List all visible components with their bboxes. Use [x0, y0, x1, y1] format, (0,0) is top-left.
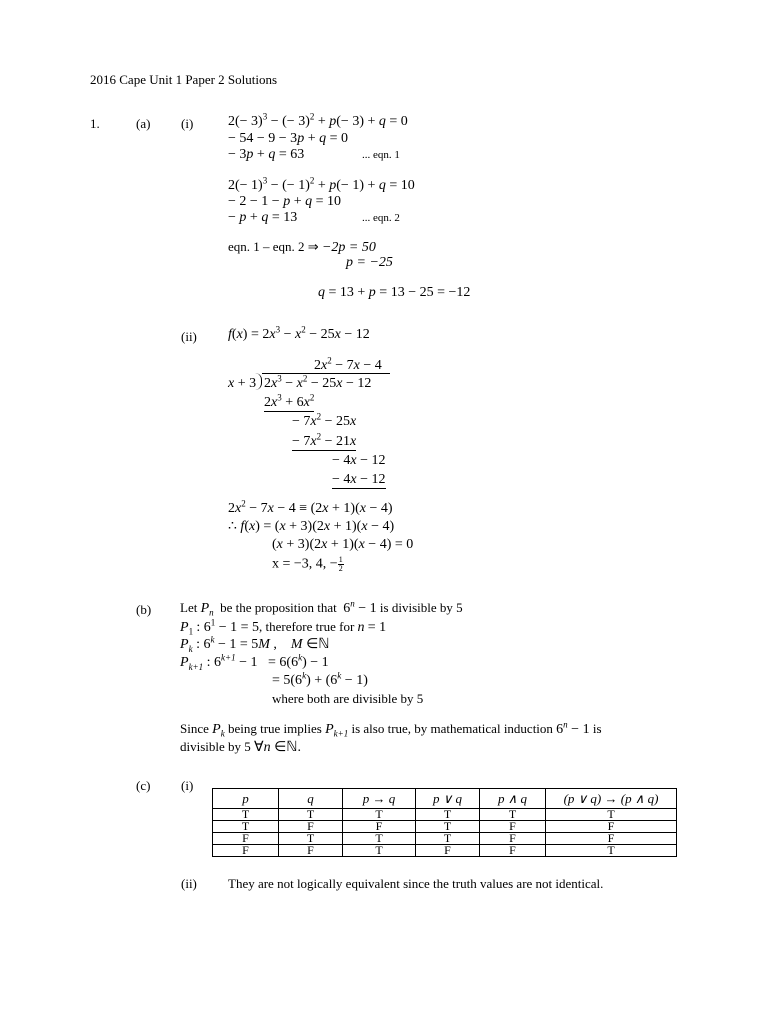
- table-cell: F: [213, 833, 279, 845]
- elimination-line: eqn. 1 – eqn. 2 ⇒ −2p = 50: [228, 239, 376, 255]
- table-cell: F: [279, 845, 343, 857]
- page-title: 2016 Cape Unit 1 Paper 2 Solutions: [90, 72, 278, 87]
- table-cell: T: [546, 845, 677, 857]
- division-step: − $7x^2 - 21x$: [292, 431, 357, 449]
- table-cell: F: [546, 833, 677, 845]
- table-cell: F: [546, 821, 677, 833]
- division-step: − 4x − 12: [332, 472, 386, 487]
- part-c-label: (c): [136, 778, 151, 793]
- division-dividend: $2x^3 - x^2 - 25x - 12$: [264, 373, 372, 391]
- truth-table: [212, 788, 677, 857]
- base-case: $P_1$ : $6^1 - 1 = 5$, therefore true for n = 1: [180, 617, 387, 637]
- part-a-i-label: (i): [181, 116, 194, 131]
- part-b-label: (b): [136, 602, 152, 617]
- table-cell: F: [213, 845, 279, 857]
- part-c-ii-label: (ii): [181, 876, 197, 891]
- division-quotient: $2x^2 - 7x - 4$: [314, 355, 382, 373]
- table-cell: T: [343, 845, 416, 857]
- table-cell: T: [279, 809, 343, 821]
- eqn2-tag: ... eqn. 2: [362, 212, 400, 224]
- header-cell: p → q: [343, 789, 416, 809]
- factorisation-line: ∴ f(x) = (x + 3)(2x + 1)(x − 4): [228, 519, 395, 534]
- roots-line: x = −3, 4, − $\frac{1}{2}$: [272, 555, 343, 573]
- table-cell: T: [416, 809, 480, 821]
- header-cell: p: [213, 789, 279, 809]
- inductive-hypothesis: $P_k$ : $6^k - 1 = 5M$ , M ∈ℕ: [180, 634, 330, 654]
- equation-line: − 54 − 9 − 3p + q = 0: [228, 131, 348, 146]
- equation-line: − 3p + q = 63: [228, 147, 305, 162]
- table-cell: F: [480, 833, 546, 845]
- table-cell: T: [213, 809, 279, 821]
- table-cell: F: [343, 821, 416, 833]
- factorisation-line: $2x^2 - 7x - 4 \equiv (2x + 1)(x - 4)$: [228, 498, 393, 516]
- inductive-step: = $5(6^k) + (6^k - 1)$: [272, 670, 368, 688]
- eqn1-tag: ... eqn. 1: [362, 149, 400, 161]
- table-cell: F: [279, 821, 343, 833]
- table-row: [213, 845, 677, 857]
- q-value: q = 13 + p = 13 − 25 = −12: [318, 285, 471, 300]
- equation-line: $2(- 1)^3$ − (− 1)$^2$ + p(− 1) + q = 10: [228, 175, 415, 193]
- equation-line: $2(- 3)^3$ − (− 3)$^2$ + p(− 3) + q = 0: [228, 111, 408, 129]
- header-cell: q: [279, 789, 343, 809]
- table-cell: F: [416, 845, 480, 857]
- table-cell: T: [480, 809, 546, 821]
- table-cell: T: [416, 821, 480, 833]
- table-cell: T: [213, 821, 279, 833]
- equation-line: − p + q = 13: [228, 210, 298, 225]
- factorisation-line: (x + 3)(2x + 1)(x − 4) = 0: [272, 537, 414, 552]
- p-value: p = −25: [346, 255, 393, 270]
- induction-conclusion: Since $P_k$ being true implies $P_{k+1}$ is also true, by mathematical induction $6^n - 1$ is: [180, 719, 602, 739]
- table-cell: T: [279, 833, 343, 845]
- function-definition: $f(x) = 2x^3 - x^2 - 25x - 12$: [228, 324, 370, 342]
- division-step: $2x^3 + 6x^2$: [264, 392, 315, 410]
- divisibility-note: where both are divisible by 5: [272, 691, 424, 706]
- table-cell: F: [480, 845, 546, 857]
- table-cell: T: [546, 809, 677, 821]
- inductive-step: $P_{k+1}$ : $6^{k+1} - 1 = 6(6^k) - 1$: [180, 652, 329, 672]
- induction-conclusion-cont: divisible by 5 ∀n ∈ℕ.: [180, 739, 302, 755]
- header-cell: p ∧ q: [480, 789, 546, 809]
- header-cell: (p ∨ q) → (p ∧ q): [546, 789, 677, 809]
- table-cell: T: [343, 809, 416, 821]
- equation-line: − 2 − 1 − p + q = 10: [228, 194, 341, 209]
- question-number: 1.: [90, 116, 100, 131]
- division-step: − $7x^2 - 25x$: [292, 411, 357, 429]
- equivalence-answer: They are not logically equivalent since the truth values are not identical.: [228, 876, 604, 891]
- division-step: − 4x − 12: [332, 453, 386, 468]
- table-cell: F: [480, 821, 546, 833]
- header-cell: p ∨ q: [416, 789, 480, 809]
- part-a-ii-label: (ii): [181, 329, 197, 344]
- division-divisor: x + 3: [228, 376, 257, 391]
- part-a-label: (a): [136, 116, 151, 131]
- table-cell: T: [343, 833, 416, 845]
- part-c-i-label: (i): [181, 778, 194, 793]
- truth-table-header: [213, 789, 677, 809]
- table-cell: T: [416, 833, 480, 845]
- induction-statement: Let $P_n$ be the proposition that $6^n - 1$ is divisible by 5: [180, 598, 463, 618]
